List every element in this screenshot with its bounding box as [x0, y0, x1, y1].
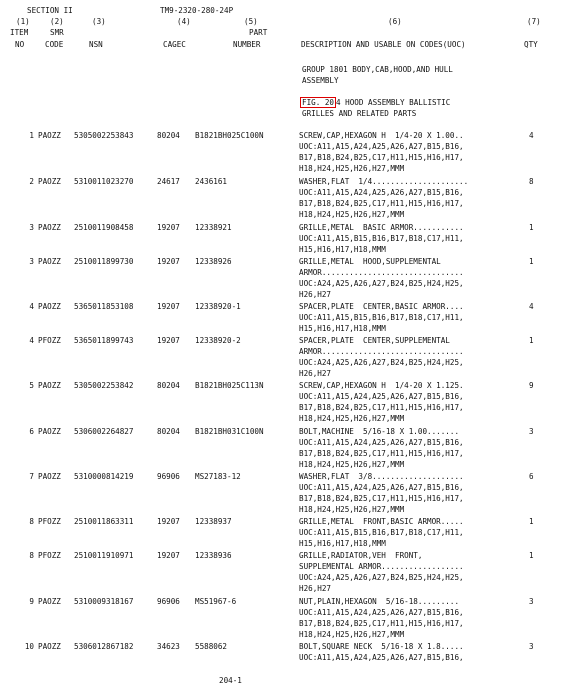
nsn: 5305002253843	[74, 131, 134, 140]
nsn: 2510011908458	[74, 223, 134, 232]
quantity: 3	[529, 597, 534, 606]
col2-number: (2)	[50, 17, 64, 26]
description-line: GRILLE,RADIATOR,VEH FRONT,	[299, 551, 423, 560]
nsn: 2510011863311	[74, 517, 134, 526]
nsn: 2510011910971	[74, 551, 134, 560]
quantity: 4	[529, 131, 534, 140]
part-number: B1821BH025C100N	[195, 131, 264, 140]
description-line: H18,H24,H25,H26,H27,MMM	[299, 210, 405, 219]
description-line: H15,H16,H17,H18,MMM	[299, 324, 386, 333]
smr-code: PFOZZ	[38, 517, 61, 526]
cage-code: 80204	[157, 131, 180, 140]
description-line: SUPPLEMENTAL ARMOR..................	[299, 562, 464, 571]
part-number: 12338936	[195, 551, 232, 560]
item-number: 4	[29, 336, 34, 345]
item-description	[299, 301, 521, 334]
description-line: UOC:A11,A15,A24,A25,A26,A27,B15,B16,	[299, 483, 464, 492]
col7-label: QTY	[524, 40, 538, 49]
group-title-line2: ASSEMBLY	[302, 76, 339, 85]
nsn: 5310011023270	[74, 177, 134, 186]
description-line: UOC:A24,A25,A26,A27,B24,B25,H24,H25,	[299, 279, 464, 288]
smr-code: PAOZZ	[38, 472, 61, 481]
item-number: 3	[29, 223, 34, 232]
description-line: SCREW,CAP,HEXAGON H 1/4-20 X 1.125.	[299, 381, 464, 390]
item-number: 10	[24, 642, 34, 651]
figure-title-line1	[302, 97, 450, 108]
quantity: 6	[529, 472, 534, 481]
description-line: BOLT,MACHINE 5/16-18 X 1.00.......	[299, 427, 460, 436]
nsn: 5306002264827	[74, 427, 134, 436]
description-line: H26,H27	[299, 369, 332, 378]
figure-title-line2: GRILLES AND RELATED PARTS	[302, 109, 417, 118]
col1-label-line1: ITEM	[10, 28, 29, 37]
part-number: 12338937	[195, 517, 232, 526]
group-title-line1: GROUP 1801 BODY,CAB,HOOD,AND HULL	[302, 65, 453, 74]
item-description	[299, 471, 521, 515]
smr-code: PAOZZ	[38, 381, 61, 390]
description-line: B17,B18,B24,B25,C17,H11,H15,H16,H17,	[299, 619, 464, 628]
cage-code: 96906	[157, 597, 180, 606]
item-description	[299, 130, 521, 174]
col3-number: (3)	[92, 17, 106, 26]
item-description	[299, 380, 521, 424]
part-number: 12338921	[195, 223, 232, 232]
nsn: 5305002253842	[74, 381, 134, 390]
smr-code: PAOZZ	[38, 597, 61, 606]
description-line: H18,H24,H25,H26,H27,MMM	[299, 630, 405, 639]
part-number: MS27183-12	[195, 472, 241, 481]
item-number: 2	[29, 177, 34, 186]
nsn: 5310009318167	[74, 597, 134, 606]
quantity: 1	[529, 517, 534, 526]
item-number: 3	[29, 257, 34, 266]
description-line: BOLT,SQUARE NECK 5/16-18 X 1.8.....	[299, 642, 464, 651]
cage-code: 19207	[157, 257, 180, 266]
description-line: UOC:A24,A25,A26,A27,B24,B25,H24,H25,	[299, 358, 464, 367]
nsn: 2510011899730	[74, 257, 134, 266]
col5-label-line1: PART	[249, 28, 268, 37]
smr-code: PAOZZ	[38, 177, 61, 186]
col4-label: CAGEC	[163, 40, 186, 49]
cage-code: 80204	[157, 427, 180, 436]
page-number: 204-1	[219, 676, 242, 685]
col2-label-line1: SMR	[50, 28, 64, 37]
col2-label-line2: CODE	[45, 40, 64, 49]
col3-label: NSN	[89, 40, 103, 49]
item-description	[299, 596, 521, 640]
cage-code: 19207	[157, 302, 180, 311]
item-number: 4	[29, 302, 34, 311]
description-line: UOC:A11,A15,B15,B16,B17,B18,C17,H11,	[299, 528, 464, 537]
quantity: 1	[529, 223, 534, 232]
quantity: 1	[529, 257, 534, 266]
smr-code: PFOZZ	[38, 551, 61, 560]
description-line: H15,H16,H17,H18,MMM	[299, 245, 386, 254]
smr-code: PFOZZ	[38, 336, 61, 345]
description-line: SPACER,PLATE CENTER,SUPPLEMENTAL	[299, 336, 450, 345]
description-line: UOC:A11,A15,A24,A25,A26,A27,B15,B16,	[299, 608, 464, 617]
description-line: SCREW,CAP,HEXAGON H 1/4-20 X 1.00..	[299, 131, 464, 140]
col6-label: DESCRIPTION AND USABLE ON CODES(UOC)	[301, 40, 466, 49]
section-heading: SECTION II	[27, 6, 73, 15]
cage-code: 19207	[157, 336, 180, 345]
item-number: 6	[29, 427, 34, 436]
part-number: 12338920-1	[195, 302, 241, 311]
description-line: UOC:A11,A15,B15,B16,B17,B18,C17,H11,	[299, 313, 464, 322]
description-line: SPACER,PLATE CENTER,BASIC ARMOR....	[299, 302, 464, 311]
item-description	[299, 176, 521, 220]
quantity: 3	[529, 642, 534, 651]
description-line: UOC:A11,A15,A24,A25,A26,A27,B15,B16,	[299, 438, 464, 447]
col5-label-line2: NUMBER	[233, 40, 261, 49]
description-line: UOC:A11,A15,A24,A25,A26,A27,B15,B16,	[299, 188, 464, 197]
description-line: B17,B18,B24,B25,C17,H11,H15,H16,H17,	[299, 449, 464, 458]
description-line: H18,H24,H25,H26,H27,MMM	[299, 505, 405, 514]
description-line: GRILLE,METAL HOOD,SUPPLEMENTAL	[299, 257, 441, 266]
part-number: 12338926	[195, 257, 232, 266]
cage-code: 80204	[157, 381, 180, 390]
description-line: UOC:A11,A15,A24,A25,A26,A27,B15,B16,	[299, 392, 464, 401]
smr-code: PAOZZ	[38, 642, 61, 651]
tm-number: TM9-2320-280-24P	[160, 6, 234, 15]
description-line: ARMOR...............................	[299, 268, 464, 277]
col4-number: (4)	[177, 17, 191, 26]
description-line: H18,H24,H25,H26,H27,MMM	[299, 414, 405, 423]
quantity: 1	[529, 551, 534, 560]
item-number: 1	[29, 131, 34, 140]
description-line: H26,H27	[299, 584, 332, 593]
cage-code: 19207	[157, 223, 180, 232]
quantity: 9	[529, 381, 534, 390]
description-line: H18,H24,H25,H26,H27,MMM	[299, 460, 405, 469]
description-line: NUT,PLAIN,HEXAGON 5/16-18.........	[299, 597, 460, 606]
figure-title-rest: 4 HOOD ASSEMBLY BALLISTIC	[336, 98, 451, 107]
cage-code: 24617	[157, 177, 180, 186]
part-number: 2436161	[195, 177, 228, 186]
col5-number: (5)	[244, 17, 258, 26]
description-line: WASHER,FLAT 3/8....................	[299, 472, 464, 481]
item-description	[299, 516, 521, 549]
part-number: B1821BH025C113N	[195, 381, 264, 390]
item-number: 9	[29, 597, 34, 606]
smr-code: PAOZZ	[38, 302, 61, 311]
description-line: B17,B18,B24,B25,C17,H11,H15,H16,H17,	[299, 199, 464, 208]
quantity: 3	[529, 427, 534, 436]
description-line: H26,H27	[299, 290, 332, 299]
part-number: B1821BH031C100N	[195, 427, 264, 436]
description-line: B17,B18,B24,B25,C17,H11,H15,H16,H17,	[299, 494, 464, 503]
quantity: 1	[529, 336, 534, 345]
part-number: 5588062	[195, 642, 228, 651]
item-number: 8	[29, 551, 34, 560]
cage-code: 19207	[157, 551, 180, 560]
smr-code: PAOZZ	[38, 131, 61, 140]
description-line: GRILLE,METAL BASIC ARMOR...........	[299, 223, 464, 232]
item-description	[299, 335, 521, 379]
description-line: GRILLE,METAL FRONT,BASIC ARMOR.....	[299, 517, 464, 526]
description-line: UOC:A11,A15,A24,A25,A26,A27,B15,B16,	[299, 142, 464, 151]
description-line: WASHER,FLAT 1/4.....................	[299, 177, 469, 186]
item-number: 7	[29, 472, 34, 481]
col7-number: (7)	[527, 17, 541, 26]
item-description	[299, 256, 521, 300]
description-line: B17,B18,B24,B25,C17,H11,H15,H16,H17,	[299, 403, 464, 412]
cage-code: 34623	[157, 642, 180, 651]
item-description	[299, 550, 521, 594]
part-number: 12338920-2	[195, 336, 241, 345]
description-line: B17,B18,B24,B25,C17,H11,H15,H16,H17,	[299, 153, 464, 162]
cage-code: 96906	[157, 472, 180, 481]
item-description	[299, 222, 521, 255]
nsn: 5306012867182	[74, 642, 134, 651]
part-number: MS51967-6	[195, 597, 237, 606]
nsn: 5365011899743	[74, 336, 134, 345]
smr-code: PAOZZ	[38, 427, 61, 436]
nsn: 5365011853108	[74, 302, 134, 311]
cage-code: 19207	[157, 517, 180, 526]
item-number: 5	[29, 381, 34, 390]
smr-code: PAOZZ	[38, 257, 61, 266]
figure-link[interactable]: FIG. 20	[302, 98, 335, 107]
description-line: UOC:A11,A15,A24,A25,A26,A27,B15,B16,	[299, 653, 464, 662]
item-number: 8	[29, 517, 34, 526]
quantity: 4	[529, 302, 534, 311]
nsn: 5310000814219	[74, 472, 134, 481]
description-line: H18,H24,H25,H26,H27,MMM	[299, 164, 405, 173]
description-line: H15,H16,H17,H18,MMM	[299, 539, 386, 548]
item-description	[299, 426, 521, 470]
smr-code: PAOZZ	[38, 223, 61, 232]
item-description	[299, 641, 521, 663]
col1-number: (1)	[16, 17, 30, 26]
description-line: UOC:A24,A25,A26,A27,B24,B25,H24,H25,	[299, 573, 464, 582]
description-line: UOC:A11,A15,B15,B16,B17,B18,C17,H11,	[299, 234, 464, 243]
description-line: ARMOR...............................	[299, 347, 464, 356]
col6-number: (6)	[388, 17, 402, 26]
quantity: 8	[529, 177, 534, 186]
col1-label-line2: NO	[15, 40, 25, 49]
